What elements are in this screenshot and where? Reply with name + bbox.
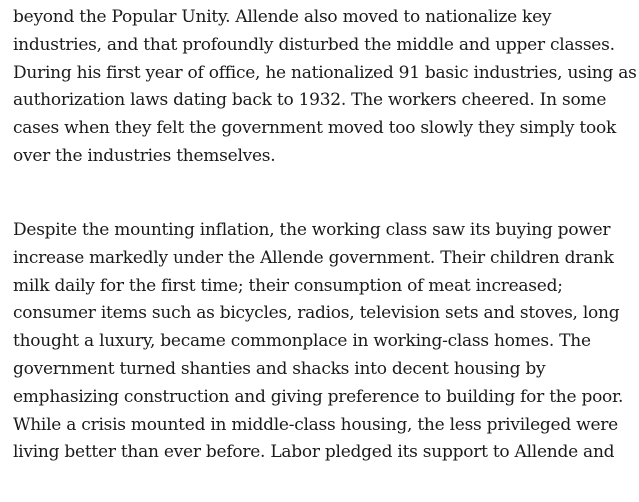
text-line: While a crisis mounted in middle-class housing, the less privileged were xyxy=(13,414,618,435)
text-line: emphasizing construction and giving preference to building for the poor. xyxy=(13,386,624,407)
text-line: During his first year of office, he nationalized 91 basic industries, using as xyxy=(13,62,637,83)
text-line: milk daily for the first time; their consumption of meat increased; xyxy=(13,275,563,296)
text-line: industries, and that profoundly disturbed the middle and upper classes. xyxy=(13,34,615,55)
paragraph-nationalization xyxy=(13,4,637,171)
text-line: Despite the mounting inflation, the working class saw its buying power xyxy=(13,220,611,240)
text-line: increase markedly under the Allende government. Their children drank xyxy=(13,247,614,268)
text-line: thought a luxury, became commonplace in working-class homes. The xyxy=(13,331,591,352)
text-line: living better than ever before. Labor pledged its support to Allende and xyxy=(13,442,615,463)
paragraph-working-class xyxy=(13,217,623,467)
text-line: over the industries themselves. xyxy=(13,145,276,166)
text-line: beyond the Popular Unity. Allende also moved to nationalize key xyxy=(13,7,552,27)
text-line: consumer items such as bicycles, radios, television sets and stoves, long xyxy=(13,303,620,324)
text-line: authorization laws dating back to 1932. The workers cheered. In some xyxy=(13,90,607,111)
text-line: government turned shanties and shacks into decent housing by xyxy=(13,358,546,379)
text-line: cases when they felt the government moved too slowly they simply took xyxy=(13,118,617,139)
